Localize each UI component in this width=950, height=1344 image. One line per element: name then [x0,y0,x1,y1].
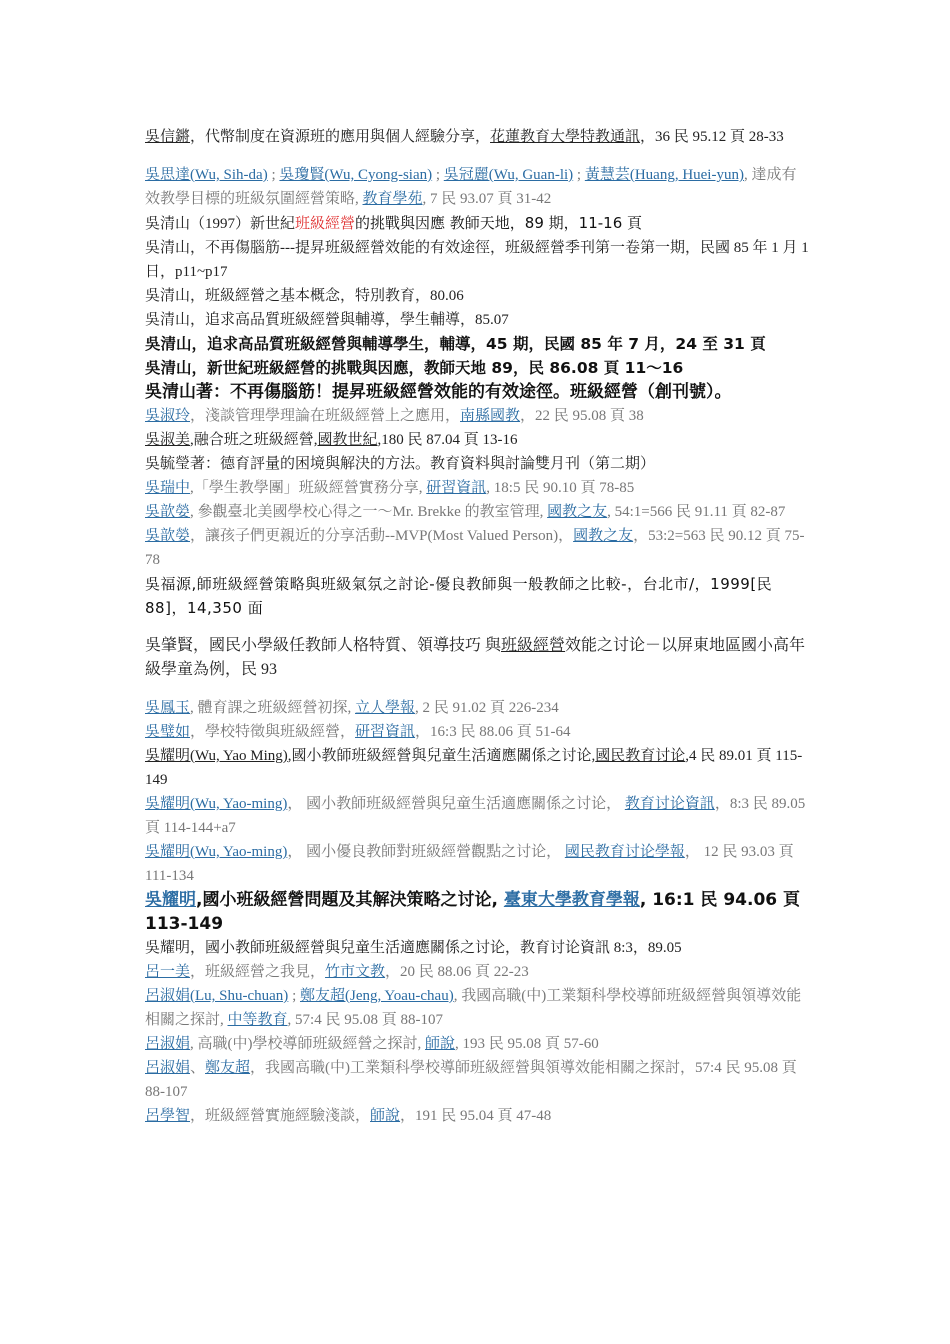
journal-link[interactable]: 國教之友 [573,528,634,544]
list-item [145,744,810,792]
entry-text: ， 國小教師班級經營與兒童生活適應關係之讨论， [287,796,625,812]
author-link[interactable]: 吳淑玲 [145,408,191,424]
entry-text: 、 [190,1060,206,1076]
author-link[interactable]: 呂一美 [145,964,191,980]
list-item [145,404,810,428]
reference-list [145,125,810,1128]
list-item [145,452,810,476]
entry-text: ，學校特徵與班級經營， [190,724,356,740]
entry-text: , 達成有效教學目標的班級氛圍經營策略, [145,167,797,207]
author-link[interactable]: 吳耀明(Wu, Yao Ming) [145,748,288,764]
list-item [145,572,810,620]
entry-text: ,融合班之班級經營, [190,432,318,448]
author-link[interactable]: 呂淑娟(Lu, Shu-chuan) [145,988,289,1004]
entry-text: ，淺談管理學理論在班級經營上之應用， [190,408,461,424]
entry-text: 吳清山，班級經營之基本概念，特別教育，80.06 [145,288,464,304]
journal-link[interactable]: 立人學報 [355,700,416,716]
entry-text: 吳清山（1997）新世紀 [145,216,296,232]
entry-text: 吳肇賢，國民小學級任教師人格特質、領導技巧 與 [145,637,502,654]
entry-text: ， 國小優良教師對班級經營觀點之讨论， [287,844,565,860]
journal-link[interactable]: 南縣國教 [460,408,521,424]
author-link[interactable]: 呂學智 [145,1108,191,1124]
entry-text: ，191 民 95.04 頁 47-48 [400,1108,552,1124]
list-item [145,792,810,840]
entry-text: 吳清山，不再傷腦筋---提昇班級經營效能的有效途徑，班級經營季刊第一卷第一期，民國 85 年 1 月 1 日，p11~p17 [145,240,809,280]
entry-text: 的挑戰與因應 教師天地，89 期，11-16 頁 [355,214,643,232]
entry-text: ，8:3 民 89.05 頁 114-144+a7 [145,796,806,836]
list-item [145,332,810,356]
author-link[interactable]: 吳歆嫈 [145,504,191,520]
entry-text: ; [432,167,444,183]
entry-text: ,180 民 87.04 頁 13-16 [377,432,518,448]
author-link[interactable]: 吳耀明(Wu, Yao-ming) [145,844,288,860]
highlight-link[interactable]: 班級經營 [501,637,566,654]
journal-link[interactable]: 教育學苑 [362,191,423,207]
list-item [145,1056,810,1104]
author-link[interactable]: 吳鳳玉 [145,700,191,716]
entry-text: , 18:5 民 90.10 頁 78-85 [486,480,635,496]
entry-text: ，班級經營實施經驗淺談， [190,1108,371,1124]
list-item [145,236,810,284]
journal-link[interactable]: 竹市文教 [325,964,386,980]
author-link[interactable]: 鄭友超 [205,1060,251,1076]
entry-text: ，16:3 民 88.06 頁 51-64 [415,724,571,740]
author-link[interactable]: 黃慧芸(Huang, Huei-yun) [584,167,744,183]
entry-text: , 我國高職(中)工業類科學校導師班級經營與領導效能相關之探討, [145,988,802,1028]
author-link[interactable]: 吳思達(Wu, Sih-da) [145,167,268,183]
list-item [145,284,810,308]
journal-link[interactable]: 國教之友 [547,504,608,520]
list-item [145,840,810,888]
entry-text: ; [573,167,585,183]
entry-text: ; [267,167,280,183]
entry-text: ; [288,988,300,1004]
entry-text: ，讓孩子們更親近的分享活動--MVP(Most Valued Person)， [190,528,574,544]
entry-text: , 2 民 91.02 頁 226-234 [415,700,559,716]
entry-text: ,「學生教學團」班級經營實務分享, [190,480,427,496]
list-item [145,960,810,984]
entry-text: ,4 民 89.01 頁 115-149 [145,748,803,788]
list-item [145,308,810,332]
entry-text: 吳清山，追求高品質班級經營與輔導，學生輔導，85.07 [145,312,509,328]
entry-text: , 54:1=566 民 91.11 頁 82-87 [607,504,786,520]
journal-link[interactable]: 國民教育讨论學報 [564,844,685,860]
entry-text: , 參觀臺北美國學校心得之一～Mr. Brekke 的教室管理, [190,504,548,520]
entry-text: 吳清山，追求高品質班級經營與輔導學生，輔導，45 期，民國 85 年 7 月，24 至 31 頁 [145,335,766,353]
journal-link[interactable]: 臺東大學教育學報 [503,890,640,910]
list-item [145,984,810,1032]
list-item [145,125,810,149]
entry-text: ，代幣制度在資源班的應用與個人經驗分享， [190,129,491,145]
entry-text: 吳毓瑩著：德育評量的困境與解決的方法。教育資料與討論雙月刊（第二期） [145,456,656,472]
list-item [145,380,810,404]
journal-link[interactable]: 研習資訊 [355,724,416,740]
entry-text: 吳耀明，國小教師班級經營與兒童生活適應關係之讨论，教育讨论資訊 8:3，89.05 [145,940,682,956]
entry-text: 吳清山，新世紀班級經營的挑戰與因應，教師天地 89，民 86.08 頁 11～16 [145,359,684,377]
author-link[interactable]: 鄭友超(Jeng, Yoau-chau) [299,988,454,1004]
entry-text: 效能之讨论－以屏東地區國小高年級學童為例，民 93 [145,637,806,678]
journal-link[interactable]: 師說 [370,1108,401,1124]
entry-text: ，22 民 95.08 頁 38 [520,408,644,424]
author-link[interactable]: 吳瑞中 [145,480,191,496]
entry-text: 吳福源,師班級經營策略與班級氣氛之討论-優良教師與一般教師之比較-，台北市/，1999[民 88]，14,350 面 [145,575,773,617]
author-link[interactable]: 吳耀明 [145,890,196,910]
author-link[interactable]: 呂淑娟 [145,1060,191,1076]
entry-text: , 高職(中)學校導師班級經營之探討, [190,1036,426,1052]
entry-text: ,國小班級經營問題及其解決策略之讨论, [196,890,504,910]
list-item [145,476,810,500]
list-item [145,211,810,236]
list-item [145,1032,810,1056]
journal-link[interactable]: 花蓮教育大學特教通訊 [490,129,641,145]
entry-text: , 7 民 93.07 頁 31-42 [422,191,552,207]
list-item [145,1104,810,1128]
entry-text: ，53:2=563 民 90.12 頁 75-78 [145,528,805,568]
author-link[interactable]: 吳信鏘 [145,129,191,145]
journal-link[interactable]: 師說 [425,1036,456,1052]
entry-text: , 16:1 民 94.06 頁 113-149 [145,890,801,934]
entry-text: ，20 民 88.06 頁 22-23 [385,964,529,980]
journal-link[interactable]: 國民教育讨论 [595,748,686,764]
entry-text: ，36 民 95.12 頁 28-33 [640,129,784,145]
list-item [145,720,810,744]
author-link[interactable]: 呂淑娟 [145,1036,191,1052]
entry-text: , 193 民 95.08 頁 57-60 [455,1036,599,1052]
entry-text: 吳清山著：不再傷腦筋！提昇班級經營效能的有效途徑。班級經營（創刊號）。 [145,382,732,402]
author-link[interactable]: 吳淑美 [145,432,191,448]
highlight-text: 班級經營 [295,216,356,232]
journal-link[interactable]: 教育讨论資訊 [624,796,715,812]
list-item [145,163,810,211]
list-item [145,500,810,524]
author-link[interactable]: 吳歆嫈 [145,528,191,544]
list-item [145,634,810,682]
entry-text: ,國小教師班級經營與兒童生活適應關係之讨论, [287,748,596,764]
list-item [145,524,810,572]
author-link[interactable]: 吳瓊賢(Wu, Cyong-sian) [279,167,433,183]
entry-text: , 體育課之班級經營初探, [190,700,356,716]
journal-link[interactable]: 中等教育 [227,1012,288,1028]
list-item [145,356,810,380]
journal-link[interactable]: 國教世紀 [317,432,378,448]
list-item [145,428,810,452]
entry-text: ， 12 民 93.03 頁 111-134 [145,844,794,884]
author-link[interactable]: 吳冠麗(Wu, Guan-li) [443,167,574,183]
entry-text: ，我國高職(中)工業類科學校導師班級經營與領導效能相關之探討，57:4 民 95.08 頁 88-107 [145,1060,797,1100]
entry-text: , 57:4 民 95.08 頁 88-107 [287,1012,443,1028]
list-item [145,936,810,960]
author-link[interactable]: 吳璧如 [145,724,191,740]
list-item [145,888,810,936]
author-link[interactable]: 吳耀明(Wu, Yao-ming) [145,796,288,812]
list-item [145,696,810,720]
entry-text: ，班級經營之我見， [190,964,326,980]
journal-link[interactable]: 研習資訊 [426,480,487,496]
